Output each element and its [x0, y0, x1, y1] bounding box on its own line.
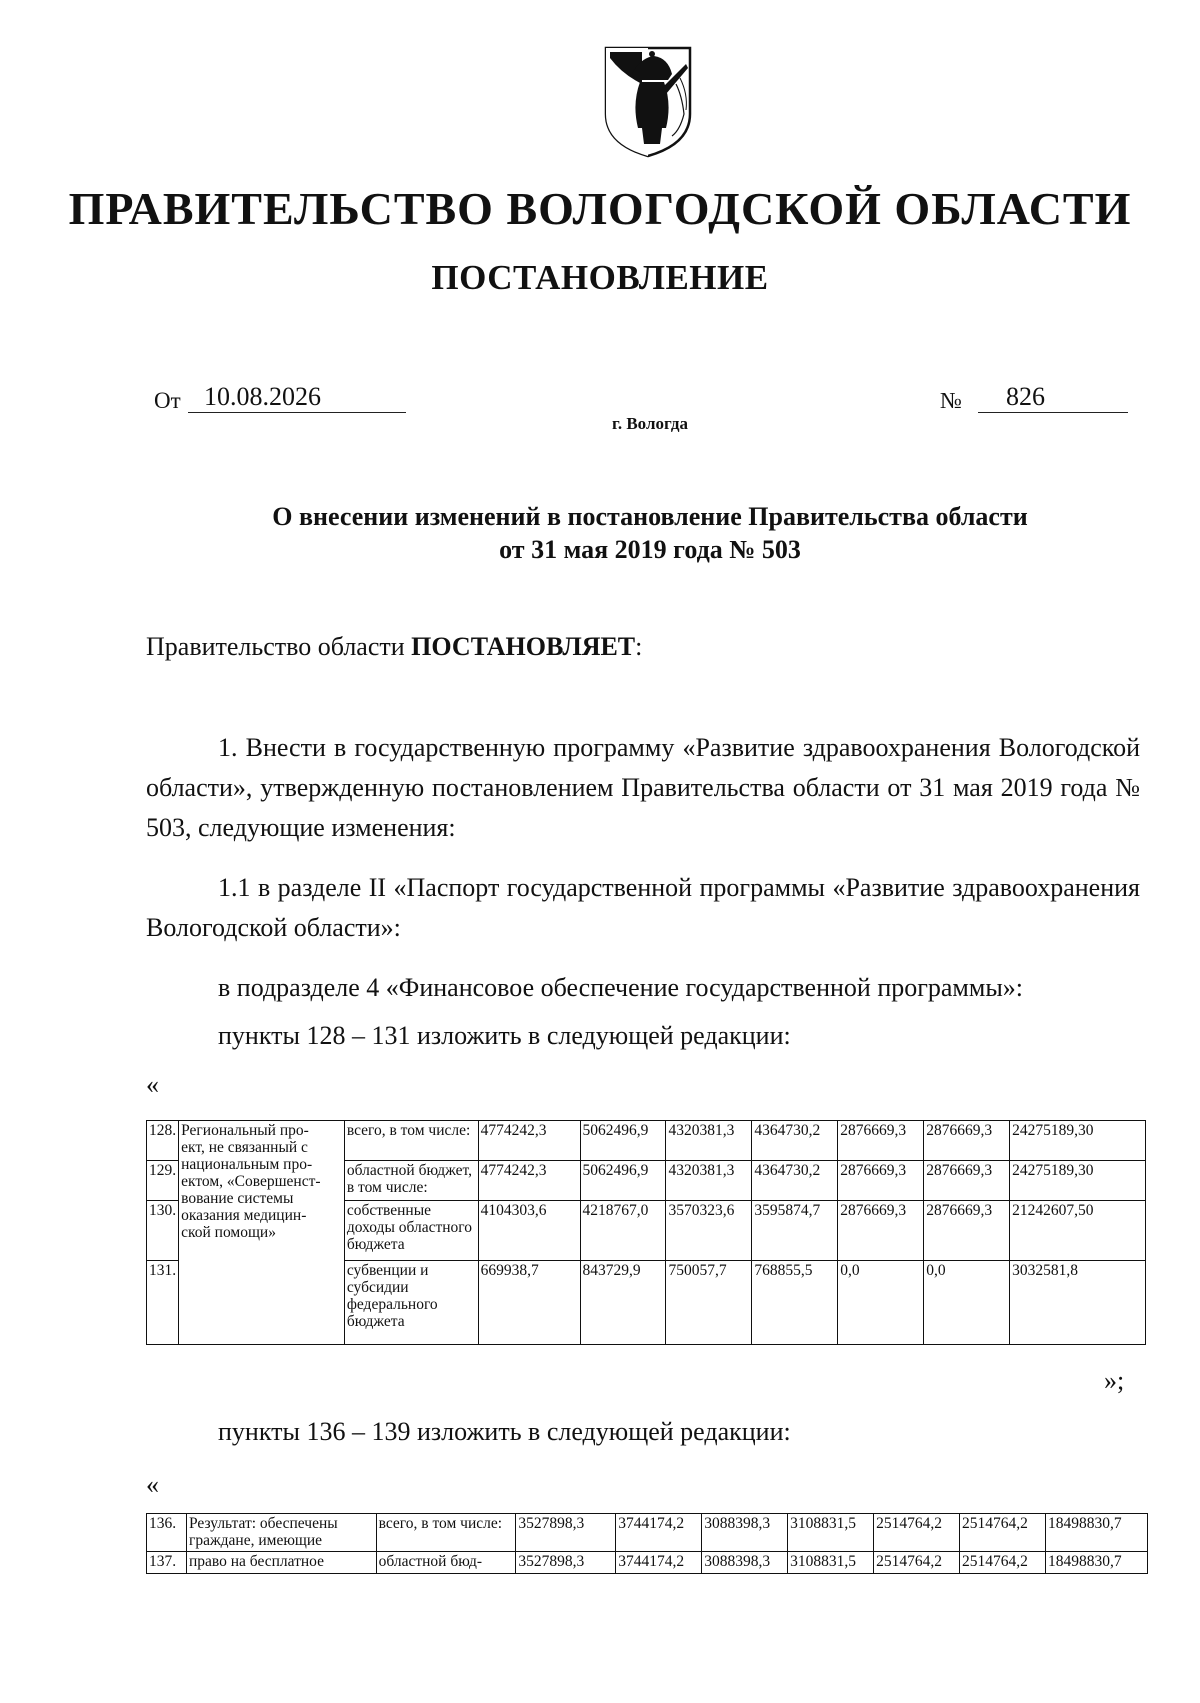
value-cell: 4218767,0 [580, 1201, 666, 1261]
value-cell: 0,0 [924, 1261, 1010, 1345]
government-title: ПРАВИТЕЛЬСТВО ВОЛОГОДСКОЙ ОБЛАСТИ [68, 183, 1132, 234]
document-date: 10.08.2026 [188, 382, 406, 413]
funding-source: областной бюд- [376, 1552, 516, 1574]
value-cell: 2876669,3 [924, 1161, 1010, 1201]
value-cell: 750057,7 [666, 1261, 752, 1345]
value-cell: 18498830,7 [1045, 1514, 1147, 1552]
value-cell: 3744174,2 [616, 1552, 702, 1574]
row-number: 128. [147, 1121, 179, 1161]
value-cell: 3527898,3 [516, 1514, 616, 1552]
value-cell: 5062496,9 [580, 1161, 666, 1201]
result-name-line: граждане, имеющие [188, 1532, 323, 1549]
value-cell: 4364730,2 [752, 1121, 838, 1161]
value-cell: 2514764,2 [874, 1514, 960, 1552]
result-name-line: Результат: обеспечены [188, 1515, 338, 1532]
project-name-line: Региональный про- [181, 1122, 309, 1139]
paragraph-subsection: в подразделе 4 «Финансовое обеспечение государственной программы»: [218, 973, 1024, 1002]
quote-close: »; [1104, 1366, 1125, 1395]
result-name-cell [186, 1514, 376, 1552]
project-name-line: вование системы [181, 1190, 294, 1207]
number-prefix: № [940, 388, 962, 413]
value-cell: 3108831,5 [788, 1514, 874, 1552]
project-name-cell [179, 1121, 345, 1345]
project-name-line: оказания медицин- [181, 1207, 307, 1224]
value-cell: 3595874,7 [752, 1201, 838, 1261]
table-row [147, 1552, 1148, 1574]
paragraph-items-128-131: пункты 128 – 131 изложить в следующей редакции: [218, 1021, 791, 1050]
value-cell: 2876669,3 [838, 1121, 924, 1161]
value-cell: 2876669,3 [838, 1201, 924, 1261]
value-cell: 5062496,9 [580, 1121, 666, 1161]
date-prefix: От [154, 388, 181, 413]
quote-open: « [146, 1070, 159, 1099]
value-cell: 2876669,3 [924, 1201, 1010, 1261]
value-cell: 4320381,3 [666, 1161, 752, 1201]
document-number: 826 [978, 382, 1128, 413]
row-number: 137. [147, 1552, 187, 1574]
funding-source: субвенции и субсидии федерального бюджета [344, 1261, 478, 1345]
value-cell: 3570323,6 [666, 1201, 752, 1261]
paragraph-1-1: 1.1 в разделе II «Паспорт государственной программы «Развитие здравоохранения Вологодской области»: [146, 873, 1140, 942]
value-cell: 2876669,3 [924, 1121, 1010, 1161]
value-cell: 2876669,3 [838, 1161, 924, 1201]
value-cell: 4320381,3 [666, 1121, 752, 1161]
project-name-line: ектом, «Совершенст- [181, 1173, 321, 1190]
quote-open: « [146, 1470, 159, 1499]
value-cell: 2514764,2 [960, 1552, 1046, 1574]
document-type: ПОСТАНОВЛЕНИЕ [431, 258, 769, 297]
value-cell: 24275189,30 [1010, 1161, 1146, 1201]
project-name-line: национальным про- [181, 1156, 313, 1173]
decree-line [146, 627, 1140, 667]
value-cell: 4364730,2 [752, 1161, 838, 1201]
table-row [147, 1121, 1146, 1161]
value-cell: 3744174,2 [616, 1514, 702, 1552]
value-cell: 0,0 [838, 1261, 924, 1345]
table-row [147, 1514, 1148, 1552]
value-cell: 3088398,3 [702, 1552, 788, 1574]
value-cell: 3088398,3 [702, 1514, 788, 1552]
city: г. Вологда [612, 414, 688, 433]
funding-source: областной бюджет, в том числе: [344, 1161, 478, 1201]
subject-line-2: от 31 мая 2019 года № 503 [499, 535, 801, 564]
value-cell: 2514764,2 [874, 1552, 960, 1574]
project-name-line: ект, не связанный с [181, 1139, 308, 1156]
value-cell: 4774242,3 [478, 1121, 580, 1161]
value-cell: 669938,7 [478, 1261, 580, 1345]
subject-line-1: О внесении изменений в постановление Правительства области [272, 502, 1028, 531]
result-name-cell: право на бесплатное [186, 1552, 376, 1574]
finance-table-1 [146, 1120, 1146, 1345]
row-number: 130. [147, 1201, 179, 1261]
project-name-line: ской помощи» [181, 1224, 276, 1241]
value-cell: 21242607,50 [1010, 1201, 1146, 1261]
value-cell: 3032581,8 [1010, 1261, 1146, 1345]
value-cell: 3108831,5 [788, 1552, 874, 1574]
funding-source: собственные доходы областного бюджета [344, 1201, 478, 1261]
value-cell: 843729,9 [580, 1261, 666, 1345]
value-cell: 4774242,3 [478, 1161, 580, 1201]
vologda-coat-of-arms-icon [602, 44, 694, 160]
document-subject [0, 500, 1200, 566]
decree-text: Правительство области [146, 632, 412, 661]
value-cell: 768855,5 [752, 1261, 838, 1345]
decree-bold: ПОСТАНОВЛЯЕТ [411, 632, 636, 661]
paragraph-items-136-139: пункты 136 – 139 изложить в следующей редакции: [218, 1417, 791, 1446]
row-number: 136. [147, 1514, 187, 1552]
finance-table-2 [146, 1513, 1148, 1574]
decree-colon: : [635, 632, 643, 661]
funding-source: всего, в том числе: [344, 1121, 478, 1161]
value-cell: 2514764,2 [960, 1514, 1046, 1552]
value-cell: 24275189,30 [1010, 1121, 1146, 1161]
value-cell: 4104303,6 [478, 1201, 580, 1261]
row-number: 131. [147, 1261, 179, 1345]
funding-source: всего, в том числе: [376, 1514, 516, 1552]
value-cell: 3527898,3 [516, 1552, 616, 1574]
paragraph-1: 1. Внести в государственную программу «Развитие здравоохранения Вологодской области», утвержденную постановлением Правительства области от 31 мая 2019 года № 503, следующие изменения: [146, 733, 1140, 842]
row-number: 129. [147, 1161, 179, 1201]
value-cell: 18498830,7 [1045, 1552, 1147, 1574]
